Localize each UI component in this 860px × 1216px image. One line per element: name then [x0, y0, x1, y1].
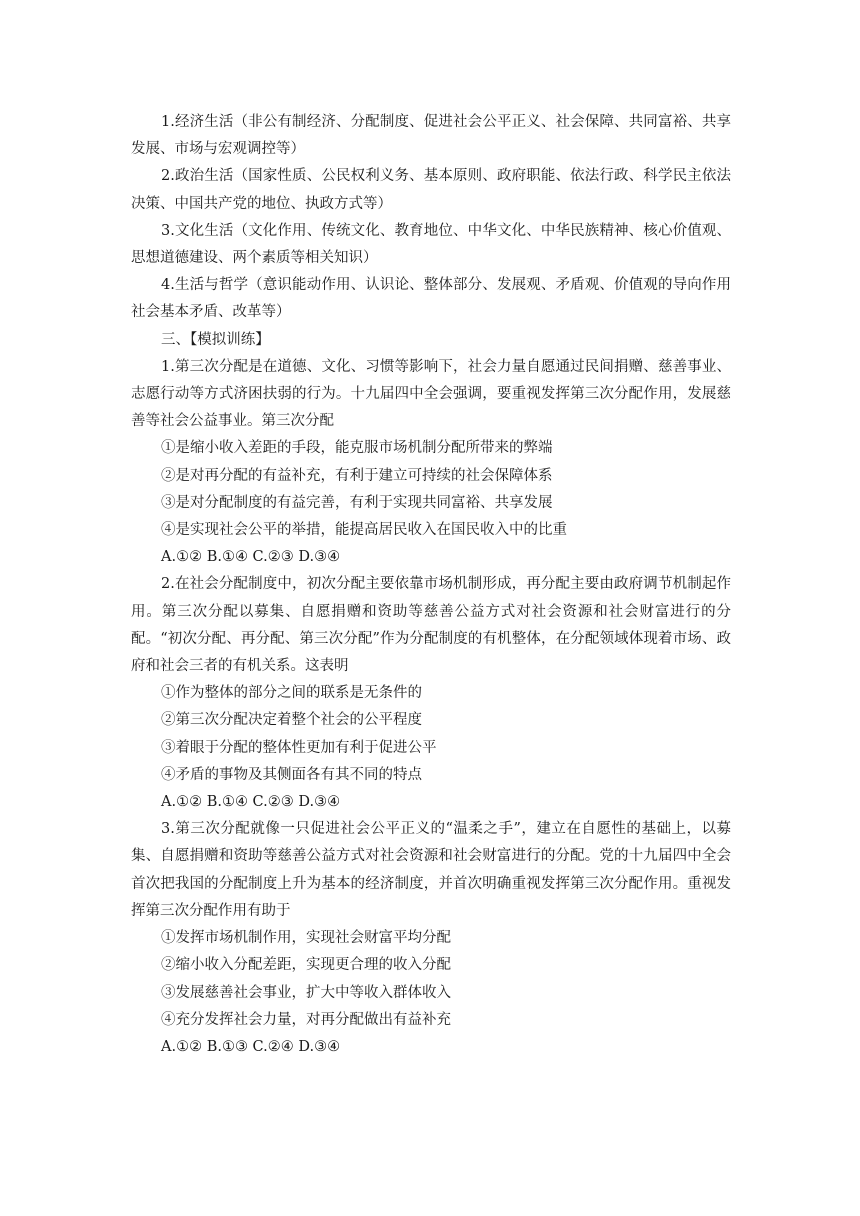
question-2-statement-3: ③着眼于分配的整体性更加有利于促进公平	[161, 739, 437, 756]
question-1-statement-1: ①是缩小收入差距的手段，能克服市场机制分配所带来的弊端	[161, 440, 553, 457]
topic-cultural-life: 3.文化生活（文化作用、传统文化、教育地位、中华文化、中华民族精神、核心价值观、思想道德建设、两个素质等相关知识）	[131, 222, 731, 267]
question-3-statement-3: ③发展慈善社会事业，扩大中等收入群体收入	[161, 984, 451, 1001]
question-3-stem: 3.第三次分配就像一只促进社会公平正义的“温柔之手”，建立在自愿性的基础上，以募集、自愿捐赠和资助等慈善公益方式对社会资源和社会财富进行的分配。党的十九届四中全会首次把我国的分配制度上升为基本的经济制度，并首次明确重视发挥第三次分配作用。重视发挥第三次分配作用有助于	[131, 821, 731, 919]
question-2-options: A.①② B.①④ C.②③ D.③④	[161, 794, 341, 811]
question-3-statement-1: ①发挥市场机制作用，实现社会财富平均分配	[161, 930, 451, 947]
question-1-statement-4: ④是实现社会公平的举措，能提高居民收入在国民收入中的比重	[161, 522, 567, 539]
question-3-options: A.①② B.①③ C.②④ D.③④	[161, 1038, 341, 1055]
question-2-statement-2: ②第三次分配决定着整个社会的公平程度	[161, 712, 422, 729]
question-2-statement-1: ①作为整体的部分之间的联系是无条件的	[161, 685, 422, 702]
question-3-statement-4: ④充分发挥社会力量，对再分配做出有益补充	[161, 1011, 451, 1028]
question-3-statement-2: ②缩小收入分配差距，实现更合理的收入分配	[161, 957, 451, 974]
topic-life-and-philosophy: 4.生活与哲学（意识能动作用、认识论、整体部分、发展观、矛盾观、价值观的导向作用社会基本矛盾、改革等）	[131, 277, 731, 321]
question-1-options: A.①② B.①④ C.②③ D.③④	[161, 549, 341, 566]
question-2-statement-4: ④矛盾的事物及其侧面各有其不同的特点	[161, 766, 422, 783]
question-2-stem: 2.在社会分配制度中，初次分配主要依靠市场机制形成，再分配主要由政府调节机制起作用。第三次分配以募集、自愿捐赠和资助等慈善公益方式对社会资源和社会财富进行的分配。“初次分配、再分配、第三次分配”作为分配制度的有机整体，在分配领域体现着市场、政府和社会三者的有机关系。这表明	[131, 576, 731, 675]
question-1-stem: 1.第三次分配是在道德、文化、习惯等影响下，社会力量自愿通过民间捐赠、慈善事业、志愿行动等方式济困扶弱的行为。十九届四中全会强调，要重视发挥第三次分配作用，发展慈善等社会公益事业。第三次分配	[131, 358, 731, 430]
topic-economic-life: 1.经济生活（非公有制经济、分配制度、促进社会公平正义、社会保障、共同富裕、共享发展、市场与宏观调控等）	[131, 114, 731, 158]
question-1-statement-2: ②是对再分配的有益补充，有利于建立可持续的社会保障体系	[161, 467, 553, 484]
topic-political-life: 2.政治生活（国家性质、公民权利义务、基本原则、政府职能、依法行政、科学民主依法决策、中国共产党的地位、执政方式等）	[131, 168, 731, 212]
document-body	[131, 109, 731, 1061]
question-1-statement-3: ③是对分配制度的有益完善，有利于实现共同富裕、共享发展	[161, 494, 553, 511]
section-heading-practice: 三、【模拟训练】	[161, 331, 270, 348]
